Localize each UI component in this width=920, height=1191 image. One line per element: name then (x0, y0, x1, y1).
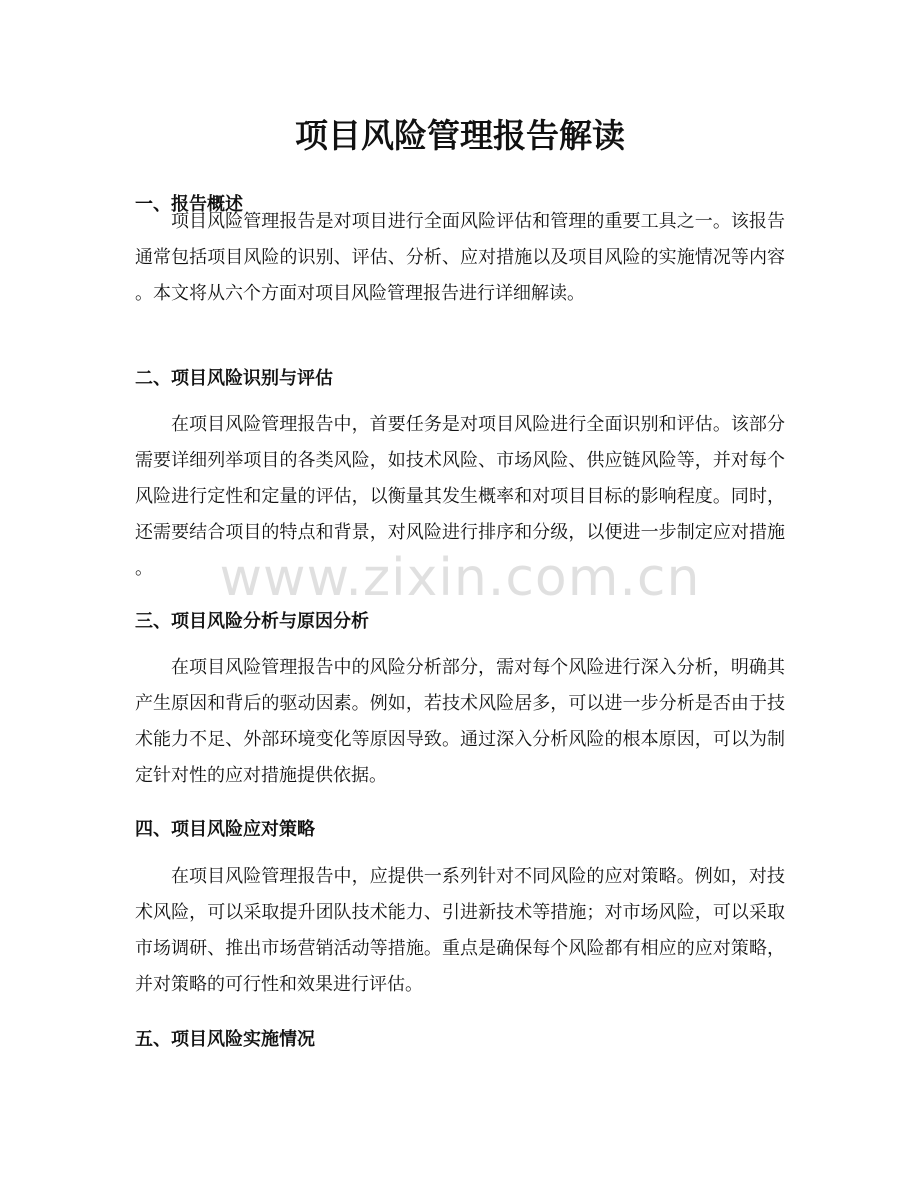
paragraph-line: 术能力不足、外部环境变化等原因导致。通过深入分析风险的根本原因，可以为制 (135, 729, 785, 750)
paragraph-line: 市场调研、推出市场营销活动等措施。重点是确保每个风险都有相应的应对策略， (135, 938, 785, 959)
paragraph-line: 需要详细列举项目的各类风险，如技术风险、市场风险、供应链风险等，并对每个 (135, 450, 785, 471)
paragraph-line: 定针对性的应对措施提供依据。 (135, 765, 387, 786)
paragraph-line: 风险进行定性和定量的评估，以衡量其发生概率和对项目目标的影响程度。同时， (135, 486, 785, 507)
paragraph-line: 。 (135, 558, 153, 579)
paragraph-line: 产生原因和背后的驱动因素。例如，若技术风险居多，可以进一步分析是否由于技 (135, 693, 785, 714)
paragraph-line: 并对策略的可行性和效果进行评估。 (135, 974, 423, 995)
paragraph-line: 在项目风险管理报告中的风险分析部分，需对每个风险进行深入分析，明确其 (171, 657, 785, 678)
section-paragraph-1 (135, 204, 785, 312)
section-paragraph-2 (135, 407, 785, 587)
section-heading-5: 五、项目风险实施情况 (135, 1029, 315, 1050)
section-paragraph-4 (135, 859, 785, 1003)
paragraph-line: 还需要结合项目的特点和背景，对风险进行排序和分级，以便进一步制定应对措施 (135, 522, 785, 543)
section-heading-4: 四、项目风险应对策略 (135, 819, 315, 840)
paragraph-line: 在项目风险管理报告中，应提供一系列针对不同风险的应对策略。例如，对技 (171, 866, 785, 887)
paragraph-line: 。本文将从六个方面对项目风险管理报告进行详细解读。 (135, 283, 585, 304)
paragraph-line: 通常包括项目风险的识别、评估、分析、应对措施以及项目风险的实施情况等内容 (135, 247, 785, 268)
section-heading-3: 三、项目风险分析与原因分析 (135, 611, 369, 632)
section-paragraph-3 (135, 650, 785, 794)
section-heading-1: 一、报告概述 (135, 194, 243, 215)
watermark: www.zixin.com.cn (219, 548, 701, 608)
paragraph-line: 项目风险管理报告是对项目进行全面风险评估和管理的重要工具之一。该报告 (171, 211, 785, 232)
paragraph-line: 在项目风险管理报告中，首要任务是对项目风险进行全面识别和评估。该部分 (171, 414, 785, 435)
section-heading-2: 二、项目风险识别与评估 (135, 368, 333, 389)
document-title: 项目风险管理报告解读 (295, 116, 625, 155)
paragraph-line: 术风险，可以采取提升团队技术能力、引进新技术等措施；对市场风险，可以采取 (135, 902, 785, 923)
